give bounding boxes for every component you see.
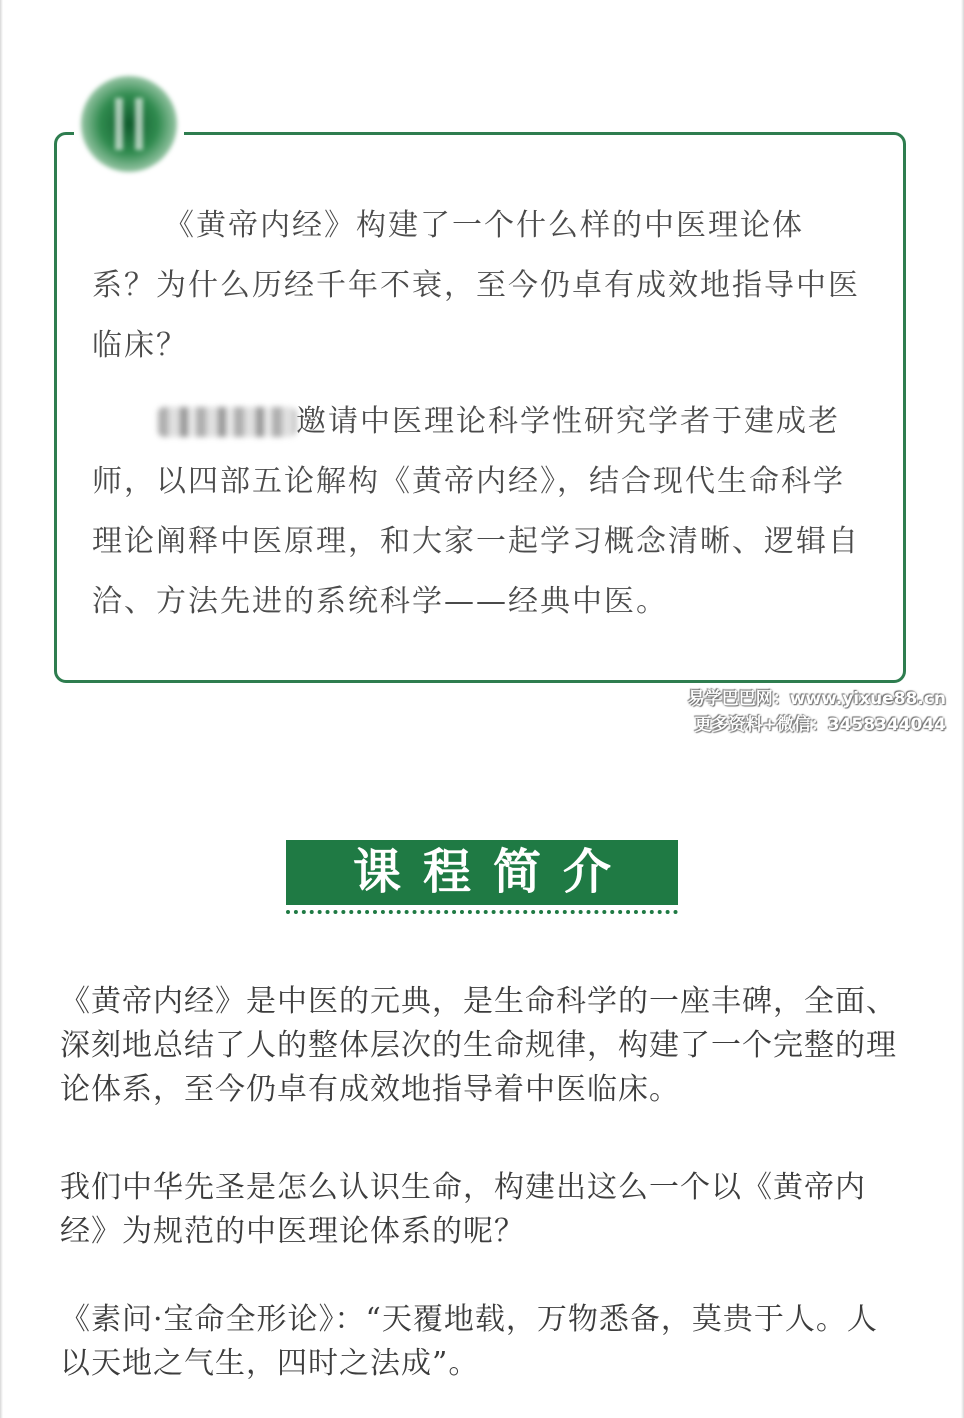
watermark-contact: 更多资料+微信：3458344044 <box>694 715 946 735</box>
page-edge-left <box>0 0 3 1418</box>
course-intro-paragraph-1: 《黄帝内经》是中医的元典，是生命科学的一座丰碑，全面、深刻地总结了人的整体层次的生命规律，构建了一个完整的理论体系，至今仍卓有成效地指导着中医临床。 <box>60 984 897 1107</box>
emblem-blur <box>81 76 177 172</box>
intro-question-text: 《黄帝内经》构建了一个什么样的中医理论体系？为什么历经千年不衰，至今仍卓有成效地指导中医临床？ <box>92 208 860 363</box>
course-intro-paragraph-3: 《素问·宝命全形论》：“天覆地载，万物悉备，莫贵于人。人以天地之气生，四时之法成”。 <box>60 1302 878 1381</box>
intro-invitation-paragraph <box>92 392 862 632</box>
redacted-organization-name <box>158 407 296 437</box>
course-intro-paragraph-2: 我们中华先圣是怎么认识生命，构建出这么一个以《黄帝内经》为规范的中医理论体系的呢？ <box>60 1170 866 1249</box>
section-heading-course-intro: 课程简介 <box>286 840 678 905</box>
intro-invitation-text: 邀请中医理论科学性研究学者于建成老师，以四部五论解构《黄帝内经》，结合现代生命科学理论阐释中医原理，和大家一起学习概念清晰、逻辑自洽、方法先进的系统科学——经典中医。 <box>92 404 860 619</box>
section-heading-underline <box>286 910 678 914</box>
watermark <box>688 686 946 738</box>
emblem-icon <box>74 72 184 176</box>
watermark-site: 易学巴巴网：www.yixue88.cn <box>687 689 946 709</box>
